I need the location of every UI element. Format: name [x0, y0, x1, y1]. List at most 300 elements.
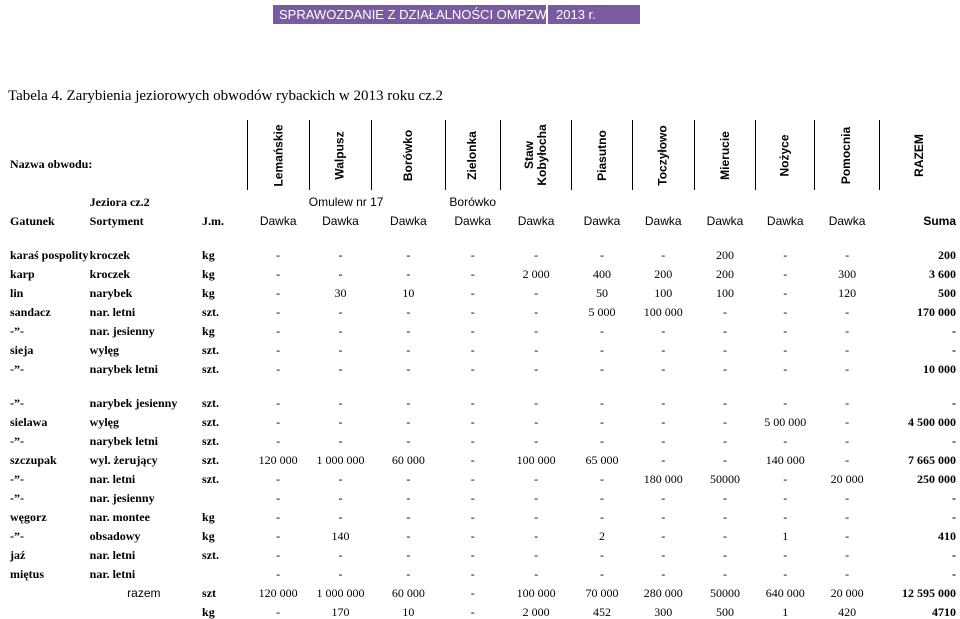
- value-cell: -: [276, 248, 281, 262]
- value-cell: -: [845, 491, 850, 505]
- report-header-bar: [273, 5, 640, 24]
- value-cell: -: [661, 324, 666, 338]
- razem-value-cell: 280 000: [643, 586, 683, 600]
- value-cell: -: [723, 567, 728, 581]
- value-cell: 120 000: [258, 453, 298, 467]
- value-cell: -: [783, 343, 788, 357]
- value-cell: -: [599, 362, 604, 376]
- value-cell: -: [845, 343, 850, 357]
- razem-unit: kg: [202, 605, 215, 619]
- lake-header-nozyce: Nożyce: [756, 120, 815, 190]
- value-cell: -: [661, 396, 666, 410]
- sum-cell: 410: [938, 529, 956, 543]
- value-cell: 140: [331, 529, 350, 543]
- value-cell: -: [661, 434, 666, 448]
- col-jm: J.m.: [202, 214, 225, 228]
- value-cell: -: [845, 510, 850, 524]
- species-cell: sieja: [10, 343, 34, 357]
- value-cell: -: [406, 567, 411, 581]
- table-row: [8, 410, 958, 429]
- value-cell: -: [845, 305, 850, 319]
- lake-header-row: [8, 120, 958, 190]
- value-cell: -: [338, 415, 343, 429]
- razem-value-cell: 20 000: [830, 586, 864, 600]
- value-cell: -: [470, 343, 475, 357]
- value-cell: -: [338, 548, 343, 562]
- value-cell: -: [723, 343, 728, 357]
- col-dawka: Dawka: [583, 214, 621, 228]
- species-cell: szczupak: [10, 453, 57, 467]
- unit-cell: szt.: [202, 362, 220, 376]
- value-cell: -: [534, 472, 539, 486]
- table-row: [8, 319, 958, 338]
- value-cell: -: [406, 305, 411, 319]
- value-cell: -: [470, 362, 475, 376]
- value-cell: -: [783, 491, 788, 505]
- sortyment-cell: wylęg: [89, 343, 119, 357]
- header-blank: [200, 120, 247, 190]
- value-cell: -: [276, 267, 281, 281]
- value-cell: 100 000: [516, 453, 556, 467]
- value-cell: -: [534, 529, 539, 543]
- value-cell: -: [534, 305, 539, 319]
- value-cell: -: [470, 510, 475, 524]
- value-cell: 200: [716, 267, 735, 281]
- razem-value-cell: 452: [592, 605, 611, 619]
- value-cell: 10: [402, 286, 415, 300]
- unit-cell: kg: [202, 529, 215, 543]
- value-cell: -: [661, 415, 666, 429]
- razem-value-cell: -: [470, 605, 475, 619]
- value-cell: -: [534, 567, 539, 581]
- value-cell: 300: [838, 267, 857, 281]
- value-cell: 30: [334, 286, 347, 300]
- unit-cell: szt.: [202, 343, 220, 357]
- table-row: [8, 228, 958, 262]
- value-cell: 100 000: [643, 305, 683, 319]
- value-cell: -: [276, 548, 281, 562]
- value-cell: -: [599, 434, 604, 448]
- value-cell: -: [661, 362, 666, 376]
- razem-value-cell: 1 000 000: [316, 586, 365, 600]
- col-dawka: Dawka: [517, 214, 555, 228]
- species-cell: -”-: [10, 324, 24, 338]
- sum-cell: 4 500 000: [908, 415, 956, 429]
- value-cell: -: [470, 491, 475, 505]
- razem-sum-cell: 12 595 000: [902, 586, 956, 600]
- value-cell: -: [276, 324, 281, 338]
- lake-header-walpusz: Walpusz: [309, 120, 371, 190]
- col-dawka: Dawka: [706, 214, 744, 228]
- table-row: [8, 562, 958, 581]
- sortyment-cell: narybek jesienny: [89, 396, 178, 410]
- value-cell: -: [661, 491, 666, 505]
- species-cell: -”-: [10, 396, 24, 410]
- value-cell: 120: [838, 286, 857, 300]
- value-cell: 50: [595, 286, 608, 300]
- value-cell: -: [534, 548, 539, 562]
- unit-cell: szt.: [202, 472, 220, 486]
- value-cell: -: [534, 286, 539, 300]
- value-cell: 2 000: [522, 267, 550, 281]
- value-cell: -: [599, 324, 604, 338]
- table-caption: Tabela 4. Zarybienia jeziorowych obwodów rybackich w 2013 roku cz.2: [8, 88, 444, 104]
- sum-cell: 10 000: [923, 362, 956, 376]
- value-cell: -: [723, 415, 728, 429]
- unit-cell: kg: [202, 324, 215, 338]
- value-cell: -: [470, 529, 475, 543]
- value-cell: -: [534, 362, 539, 376]
- value-cell: -: [845, 567, 850, 581]
- value-cell: -: [661, 510, 666, 524]
- unit-cell: [200, 562, 247, 581]
- value-cell: 200: [716, 248, 735, 262]
- value-cell: -: [783, 472, 788, 486]
- value-cell: -: [783, 362, 788, 376]
- table-row: [8, 486, 958, 505]
- razem-value-cell: 60 000: [391, 586, 425, 600]
- value-cell: -: [276, 415, 281, 429]
- value-cell: -: [276, 396, 281, 410]
- species-cell: sandacz: [10, 305, 51, 319]
- value-cell: -: [783, 510, 788, 524]
- sortyment-cell: nar. montee: [89, 510, 150, 524]
- value-cell: -: [783, 434, 788, 448]
- razem-value-cell: -: [470, 586, 475, 600]
- value-cell: -: [599, 415, 604, 429]
- obwod-blank-right: [500, 190, 958, 209]
- value-cell: -: [338, 267, 343, 281]
- value-cell: 100: [654, 286, 673, 300]
- sum-cell: -: [952, 491, 956, 505]
- value-cell: -: [783, 248, 788, 262]
- value-cell: -: [845, 248, 850, 262]
- sortyment-cell: nar. letni: [89, 548, 136, 562]
- value-cell: -: [470, 434, 475, 448]
- jeziora-label: Jeziora cz.2: [89, 195, 150, 209]
- sortyment-cell: narybek letni: [89, 362, 159, 376]
- value-cell: 1: [782, 529, 789, 543]
- value-cell: -: [406, 415, 411, 429]
- value-cell: -: [783, 567, 788, 581]
- species-cell: jaź: [10, 548, 26, 562]
- sum-cell: 170 000: [917, 305, 956, 319]
- value-cell: -: [470, 396, 475, 410]
- value-cell: -: [783, 286, 788, 300]
- value-cell: -: [845, 529, 850, 543]
- value-cell: 60 000: [391, 453, 425, 467]
- value-cell: -: [470, 286, 475, 300]
- value-cell: -: [470, 415, 475, 429]
- sortyment-cell: nar. jesienny: [89, 491, 155, 505]
- unit-cell: kg: [202, 286, 215, 300]
- table-row: [8, 429, 958, 448]
- razem-value-cell: 2 000: [522, 605, 550, 619]
- value-cell: -: [276, 529, 281, 543]
- value-cell: -: [534, 491, 539, 505]
- value-cell: -: [845, 396, 850, 410]
- lake-header-borowko: Borówko: [372, 120, 446, 190]
- nazwa-obwodu-label: Nazwa obwodu:: [10, 156, 93, 171]
- value-cell: -: [338, 362, 343, 376]
- unit-cell: szt.: [202, 305, 220, 319]
- sum-cell: -: [952, 343, 956, 357]
- value-cell: -: [406, 510, 411, 524]
- table-row: [8, 524, 958, 543]
- value-cell: -: [276, 286, 281, 300]
- unit-cell: kg: [202, 267, 215, 281]
- value-cell: 2: [598, 529, 605, 543]
- table-row: [8, 357, 958, 376]
- lake-header-mierucie: Mierucie: [694, 120, 755, 190]
- table-row: [8, 376, 958, 410]
- value-cell: -: [338, 343, 343, 357]
- razem-value-cell: 300: [654, 605, 673, 619]
- razem-value-cell: 120 000: [258, 586, 298, 600]
- value-cell: -: [276, 343, 281, 357]
- value-cell: -: [845, 415, 850, 429]
- sum-cell: -: [952, 510, 956, 524]
- unit-cell: szt.: [202, 434, 220, 448]
- value-cell: -: [599, 491, 604, 505]
- value-cell: -: [845, 324, 850, 338]
- species-cell: lin: [10, 286, 24, 300]
- value-cell: -: [599, 248, 604, 262]
- table-row: [8, 262, 958, 281]
- col-dawka: Dawka: [454, 214, 492, 228]
- value-cell: -: [470, 548, 475, 562]
- table-row: [8, 300, 958, 319]
- sum-cell: 7 665 000: [908, 453, 956, 467]
- razem-label: [88, 600, 200, 619]
- value-cell: -: [599, 548, 604, 562]
- value-cell: -: [470, 305, 475, 319]
- table-row: [8, 338, 958, 357]
- value-cell: -: [534, 396, 539, 410]
- value-cell: -: [470, 453, 475, 467]
- col-sortyment: Sortyment: [89, 214, 144, 228]
- omulew-label: Omulew nr 17: [308, 195, 384, 209]
- sortyment-cell: nar. letni: [89, 567, 136, 581]
- value-cell: -: [406, 267, 411, 281]
- value-cell: -: [470, 248, 475, 262]
- species-cell: -”-: [10, 362, 24, 376]
- col-dawka: Dawka: [259, 214, 297, 228]
- value-cell: -: [845, 362, 850, 376]
- lake-header-piasutno: Piasutno: [572, 120, 632, 190]
- value-cell: 65 000: [585, 453, 619, 467]
- value-cell: -: [723, 362, 728, 376]
- sortyment-cell: wyl. żerujący: [89, 453, 158, 467]
- report-year: 2013 r.: [556, 7, 596, 22]
- sum-cell: 500: [938, 286, 956, 300]
- value-cell: 20 000: [830, 472, 864, 486]
- sum-cell: -: [952, 434, 956, 448]
- value-cell: -: [534, 324, 539, 338]
- sortyment-cell: obsadowy: [89, 529, 141, 543]
- sum-cell: 3 600: [929, 267, 956, 281]
- sortyment-cell: kroczek: [89, 267, 131, 281]
- sortyment-cell: nar. letni: [89, 472, 136, 486]
- species-cell: miętus: [10, 567, 44, 581]
- value-cell: -: [661, 343, 666, 357]
- unit-cell: szt.: [202, 396, 220, 410]
- value-cell: -: [338, 305, 343, 319]
- razem-blank: [8, 600, 88, 619]
- razem-value-cell: 1: [782, 605, 789, 619]
- value-cell: -: [338, 248, 343, 262]
- value-cell: -: [723, 510, 728, 524]
- species-cell: -”-: [10, 491, 24, 505]
- value-cell: -: [534, 434, 539, 448]
- unit-cell: kg: [202, 510, 215, 524]
- value-cell: -: [845, 548, 850, 562]
- value-cell: -: [338, 491, 343, 505]
- value-cell: -: [338, 324, 343, 338]
- value-cell: -: [276, 567, 281, 581]
- value-cell: -: [783, 305, 788, 319]
- col-gatunek: Gatunek: [10, 214, 55, 228]
- unit-cell: szt.: [202, 415, 220, 429]
- sortyment-cell: nar. letni: [89, 305, 136, 319]
- value-cell: -: [470, 267, 475, 281]
- value-cell: -: [406, 434, 411, 448]
- value-cell: -: [723, 324, 728, 338]
- value-cell: -: [661, 453, 666, 467]
- value-cell: -: [406, 491, 411, 505]
- value-cell: -: [599, 396, 604, 410]
- value-cell: -: [276, 491, 281, 505]
- value-cell: -: [723, 491, 728, 505]
- value-cell: -: [470, 567, 475, 581]
- lake-header-toczylowo: Toczyłowo: [632, 120, 694, 190]
- value-cell: 180 000: [643, 472, 683, 486]
- stocking-table: [8, 120, 958, 619]
- value-cell: -: [276, 434, 281, 448]
- value-cell: -: [534, 510, 539, 524]
- sum-cell: -: [952, 396, 956, 410]
- unit-cell: [200, 486, 247, 505]
- value-cell: -: [783, 396, 788, 410]
- value-cell: -: [276, 472, 281, 486]
- value-cell: -: [661, 248, 666, 262]
- unit-cell: kg: [202, 248, 215, 262]
- value-cell: -: [338, 472, 343, 486]
- value-cell: -: [534, 248, 539, 262]
- value-cell: -: [783, 324, 788, 338]
- lake-header-razem: RAZEM: [879, 120, 958, 190]
- obwod-blank: [200, 190, 247, 209]
- table-row: [8, 448, 958, 467]
- razem-sum-cell: 4710: [932, 605, 956, 619]
- value-cell: 100: [716, 286, 735, 300]
- value-cell: -: [276, 305, 281, 319]
- value-cell: -: [406, 343, 411, 357]
- sortyment-cell: narybek: [89, 286, 133, 300]
- species-cell: -”-: [10, 472, 24, 486]
- sortyment-cell: nar. jesienny: [89, 324, 155, 338]
- sortyment-cell: kroczek: [89, 248, 131, 262]
- sum-cell: -: [952, 324, 956, 338]
- column-header-row: [8, 209, 958, 228]
- sum-cell: 250 000: [917, 472, 956, 486]
- value-cell: -: [599, 343, 604, 357]
- value-cell: -: [723, 305, 728, 319]
- value-cell: -: [723, 548, 728, 562]
- razem-value-cell: -: [276, 605, 281, 619]
- borowko-label: Borówko: [449, 195, 497, 209]
- razem-value-cell: 500: [716, 605, 735, 619]
- value-cell: 1 000 000: [316, 453, 365, 467]
- col-dawka: Dawka: [828, 214, 866, 228]
- value-cell: -: [338, 434, 343, 448]
- value-cell: -: [723, 396, 728, 410]
- unit-cell: szt.: [202, 453, 220, 467]
- value-cell: -: [661, 567, 666, 581]
- value-cell: -: [470, 324, 475, 338]
- value-cell: -: [661, 548, 666, 562]
- table-row: [8, 467, 958, 486]
- col-dawka: Dawka: [644, 214, 682, 228]
- col-suma: Suma: [923, 214, 956, 228]
- value-cell: 5 00 000: [764, 415, 807, 429]
- species-cell: sielawa: [10, 415, 48, 429]
- report-title: SPRAWOZDANIE Z DZIAŁALNOŚCI OMPZW: [279, 7, 546, 22]
- value-cell: -: [845, 453, 850, 467]
- lake-header-lemanskie: Lemańskie: [247, 120, 309, 190]
- value-cell: -: [406, 248, 411, 262]
- razem-row-kg: [8, 600, 958, 619]
- value-cell: 5 000: [588, 305, 616, 319]
- value-cell: -: [406, 396, 411, 410]
- table-row: [8, 505, 958, 524]
- razem-value-cell: 50000: [710, 586, 741, 600]
- value-cell: 400: [592, 267, 611, 281]
- razem-label: razem: [127, 586, 161, 600]
- value-cell: -: [406, 324, 411, 338]
- value-cell: -: [406, 529, 411, 543]
- species-cell: karaś pospolity: [10, 248, 89, 262]
- sortyment-cell: wylęg: [89, 415, 119, 429]
- table-row: [8, 281, 958, 300]
- sortyment-cell: narybek letni: [89, 434, 159, 448]
- col-dawka: Dawka: [322, 214, 359, 228]
- unit-cell: szt.: [202, 548, 220, 562]
- razem-value-cell: 10: [402, 605, 415, 619]
- razem-value-cell: 100 000: [516, 586, 556, 600]
- species-cell: -”-: [10, 529, 24, 543]
- value-cell: -: [276, 510, 281, 524]
- value-cell: 140 000: [765, 453, 805, 467]
- value-cell: -: [845, 434, 850, 448]
- sum-cell: -: [952, 567, 956, 581]
- value-cell: 50000: [710, 472, 741, 486]
- value-cell: -: [783, 548, 788, 562]
- value-cell: -: [534, 343, 539, 357]
- value-cell: -: [470, 472, 475, 486]
- value-cell: -: [338, 510, 343, 524]
- razem-value-cell: 420: [838, 605, 857, 619]
- species-cell: karp: [10, 267, 35, 281]
- species-cell: -”-: [10, 434, 24, 448]
- lake-header-pomocnia: Pomocnia: [815, 120, 879, 190]
- lake-header-staw-kobylocha: Staw Kobyłocha: [500, 120, 572, 190]
- value-cell: -: [406, 548, 411, 562]
- razem-row-szt: [8, 581, 958, 600]
- razem-blank: [8, 581, 88, 600]
- value-cell: -: [276, 362, 281, 376]
- razem-value-cell: 170: [331, 605, 350, 619]
